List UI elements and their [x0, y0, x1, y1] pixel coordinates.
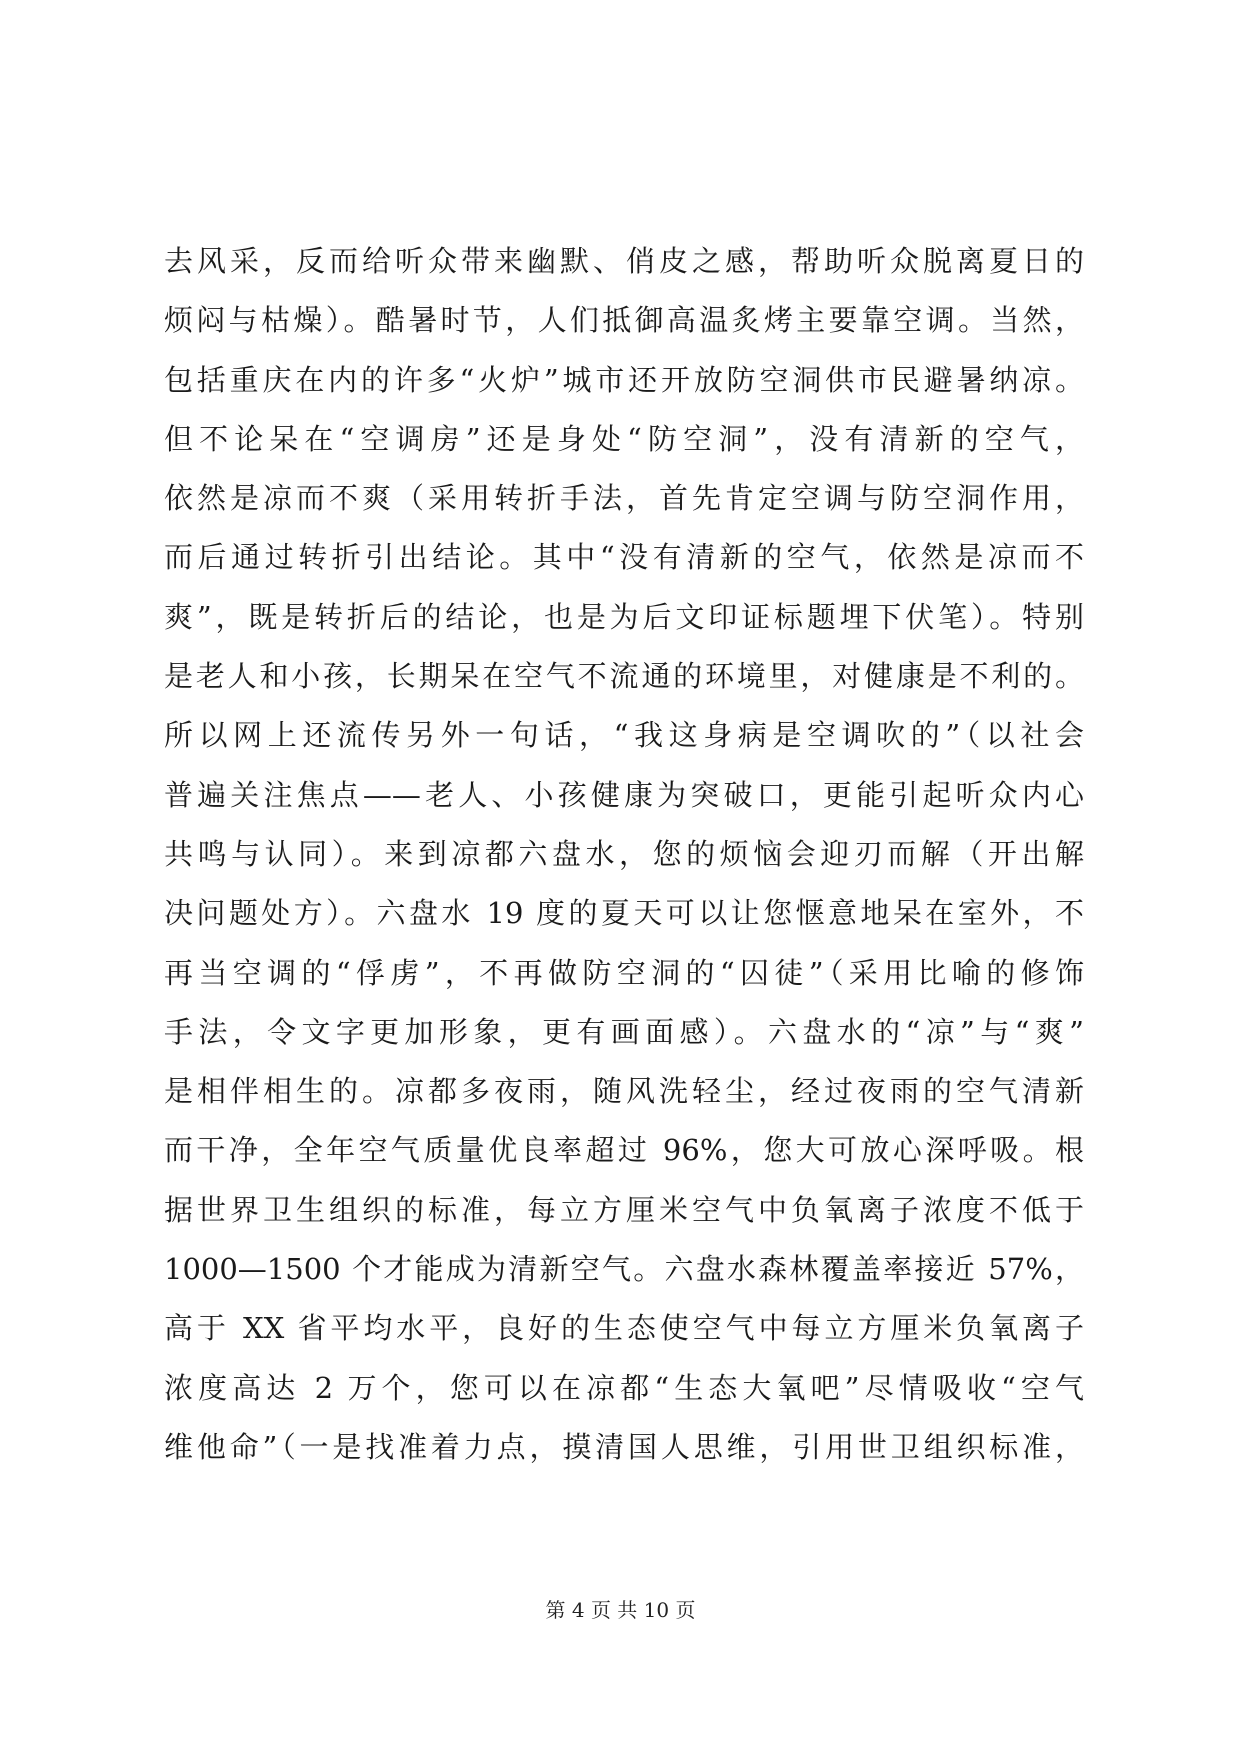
- text-line: 去风采，反而给听众带来幽默、俏皮之感，帮助听众脱离夏日的: [164, 244, 1084, 278]
- page-number-label: 第 4 页 共 10 页: [545, 1598, 696, 1622]
- text-line: 烦闷与枯燥）。酷暑时节，人们抵御高温炙烤主要靠空调。当然，: [164, 303, 1084, 338]
- page-footer: [0, 1594, 1241, 1623]
- text-line: 但不论呆在“空调房”还是身处“防空洞”，没有清新的空气，: [164, 421, 1084, 456]
- text-line: 是老人和小孩，长期呆在空气不流通的环境里，对健康是不利的。: [164, 659, 1084, 694]
- text-line: 1000—1500 个才能成为清新空气。六盘水森林覆盖率接近 57%，: [164, 1252, 1084, 1287]
- text-line: 再当空调的“俘虏”，不再做防空洞的“囚徒”（采用比喻的修饰: [164, 955, 1084, 990]
- text-line: 爽”，既是转折后的结论，也是为后文印证标题埋下伏笔）。特别: [164, 599, 1084, 634]
- text-line: 而后通过转折引出结论。其中“没有清新的空气，依然是凉而不: [164, 540, 1084, 575]
- text-line: 决问题处方）。六盘水 19 度的夏天可以让您惬意地呆在室外，不: [164, 896, 1084, 931]
- text-line: 浓度高达 2 万个，您可以在凉都“生态大氧吧”尽情吸收“空气: [164, 1370, 1084, 1405]
- text-line: 而干净，全年空气质量优良率超过 96%，您大可放心深呼吸。根: [164, 1133, 1084, 1168]
- text-line: 是相伴相生的。凉都多夜雨，随风洗轻尘，经过夜雨的空气清新: [164, 1074, 1084, 1109]
- text-line: 依然是凉而不爽（采用转折手法，首先肯定空调与防空洞作用，: [164, 481, 1084, 516]
- text-line: 共鸣与认同）。来到凉都六盘水，您的烦恼会迎刃而解（开出解: [164, 836, 1084, 871]
- text-line: 所以网上还流传另外一句话，“我这身病是空调吹的”（以社会: [164, 718, 1084, 753]
- text-line: 高于 XX 省平均水平，良好的生态使空气中每立方厘米负氧离子: [164, 1311, 1084, 1346]
- text-line: 维他命”（一是找准着力点，摸清国人思维，引用世卫组织标准，: [164, 1429, 1084, 1464]
- text-line: 据世界卫生组织的标准，每立方厘米空气中负氧离子浓度不低于: [164, 1192, 1084, 1227]
- text-line: 手法，令文字更加形象，更有画面感）。六盘水的“凉”与“爽”: [164, 1014, 1084, 1049]
- text-line: 包括重庆在内的许多“火炉”城市还开放防空洞供市民避暑纳凉。: [164, 362, 1084, 397]
- text-line: 普遍关注焦点——老人、小孩健康为突破口，更能引起听众内心: [164, 777, 1084, 812]
- body-text: [164, 232, 1084, 1477]
